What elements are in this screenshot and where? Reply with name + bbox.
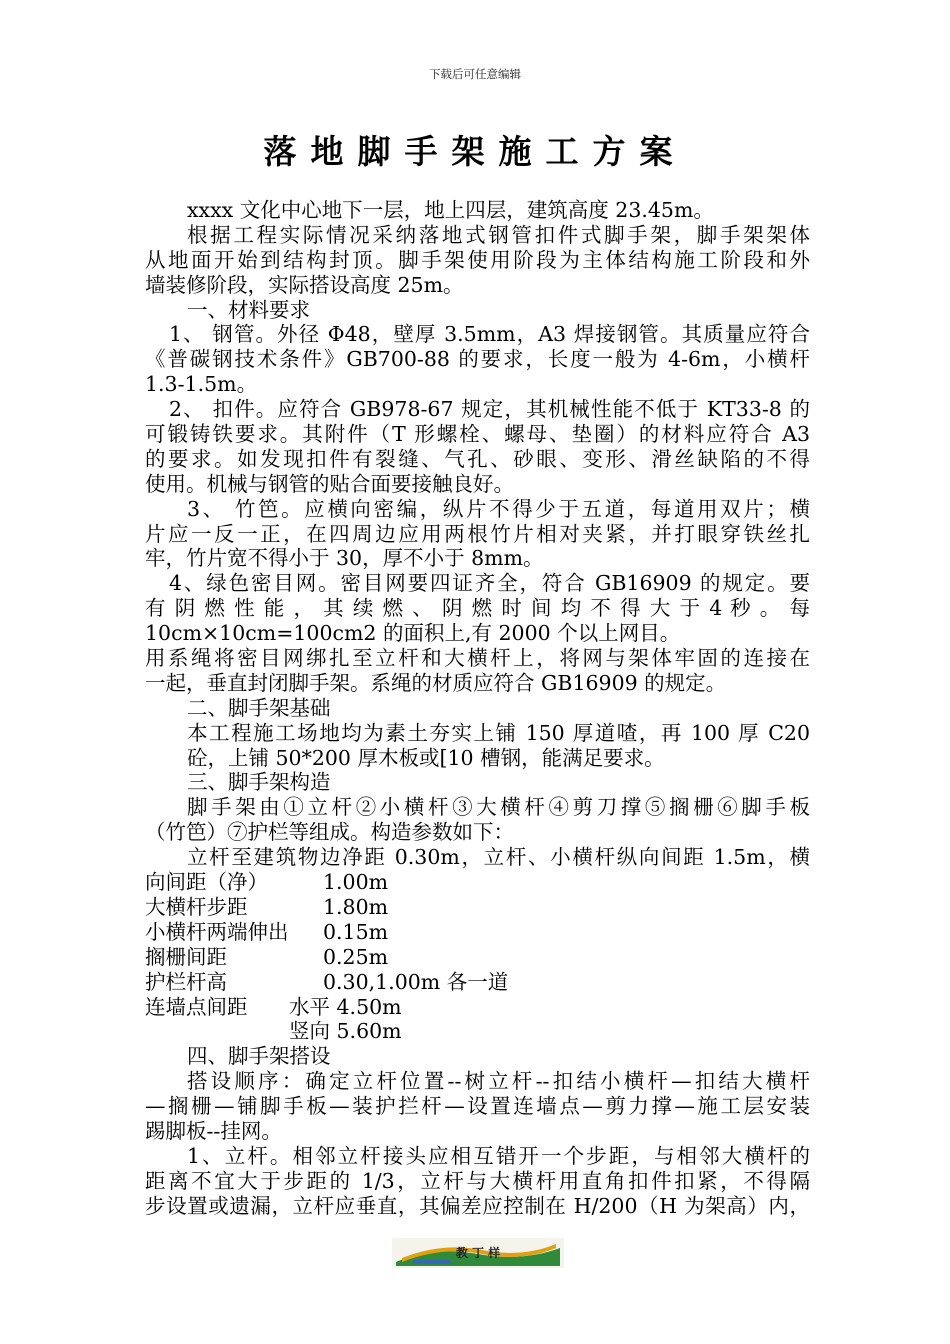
param-row	[145, 995, 810, 1020]
paragraph-line: 的要求。如发现扣件有裂缝、气孔、砂眼、变形、滑丝缺陷的不得	[145, 446, 810, 471]
param-row	[145, 895, 810, 920]
param-row	[145, 870, 810, 895]
param-row	[145, 1019, 810, 1044]
paragraph-line: 牢，竹片宽不得小于 30，厚不小于 8mm。	[145, 546, 544, 571]
section-heading: 三、脚手架构造	[187, 770, 331, 795]
section-heading: 一、材料要求	[187, 297, 310, 322]
paragraph-line: 有 阴 燃 性 能 ， 其 续 燃 、 阴 燃 时 间 均 不 得 大 于 4 秒 。 每	[145, 596, 810, 621]
paragraph-line: 根据工程实际情况采纳落地式钢管扣件式脚手架，脚手架架体	[187, 222, 810, 247]
param-label: 连墙点间距	[145, 994, 248, 1019]
paragraph-line: 《普碳钢技术条件》GB700-88 的要求，长度一般为 4-6m，小横杆	[145, 347, 810, 372]
footer-logo	[392, 1238, 564, 1268]
paragraph-line: 步设置或遗漏，立杆应垂直，其偏差应控制在 H/200（H 为架高）内，	[145, 1193, 810, 1218]
param-label: 向间距（净）	[145, 870, 268, 895]
logo-text: 教 丁 样	[455, 1246, 501, 1260]
header-note: 下载后可任意编辑	[429, 67, 521, 81]
paragraph-line: 可锻铸铁要求。其附件（T 形螺栓、螺母、垫圈）的材料应符合 A3	[145, 422, 810, 447]
paragraph-line: 脚手架由①立杆②小横杆③大横杆④剪刀撑⑤搁栅⑥脚手板	[187, 795, 810, 820]
paragraph-line: 踢脚板--挂网。	[145, 1118, 282, 1143]
paragraph-line: 立杆至建筑物边净距 0.30m，立杆、小横杆纵向间距 1.5m，横	[187, 845, 810, 870]
paragraph-line: 从地面开始到结构封顶。脚手架使用阶段为主体结构施工阶段和外	[145, 247, 810, 272]
paragraph-line: 搭设顺序：确定立杆位置--树立杆--扣结小横杆—扣结大横杆	[187, 1069, 810, 1094]
param-row	[145, 945, 810, 970]
paragraph-line: 墙装修阶段，实际搭设高度 25m。	[145, 272, 464, 297]
paragraph-line: 4、绿色密目网。密目网要四证齐全，符合 GB16909 的规定。要	[169, 571, 810, 596]
paragraph-line: （竹笆）⑦护栏等组成。构造参数如下：	[145, 820, 514, 845]
param-value: 1.00m	[323, 870, 389, 895]
param-value: 竖向 5.60m	[289, 1019, 402, 1044]
page-title: 落地脚手架施工方案	[263, 132, 687, 171]
param-value: 1.80m	[323, 894, 389, 919]
param-row	[145, 920, 810, 945]
paragraph-line: 1.3-1.5m。	[145, 372, 258, 397]
param-value: 水平 4.50m	[289, 994, 402, 1019]
paragraph-line: —搁栅—铺脚手板—装护拦杆—设置连墙点—剪力撑—施工层安装	[145, 1094, 810, 1119]
logo-blue-mark	[412, 1260, 452, 1264]
document-body	[145, 198, 810, 1219]
param-value: 0.25m	[323, 944, 389, 969]
param-label: 小横杆两端伸出	[145, 919, 289, 944]
paragraph-line: 使用。机械与钢管的贴合面要接触良好。	[145, 471, 514, 496]
paragraph-line: xxxx 文化中心地下一层，地上四层，建筑高度 23.45m。	[187, 198, 714, 222]
param-label: 护栏杆高	[145, 969, 227, 994]
param-row	[145, 970, 810, 995]
param-value: 0.30,1.00m 各一道	[323, 969, 509, 994]
section-heading: 四、脚手架搭设	[187, 1044, 331, 1069]
param-value: 0.15m	[323, 919, 389, 944]
paragraph-line: 本工程施工场地均为素土夯实上铺 150 厚道喳，再 100 厚 C20	[187, 720, 810, 745]
paragraph-line: 10cm×10cm=100cm2 的面积上,有 2000 个以上网目。	[145, 621, 681, 646]
paragraph-line: 1、立杆。相邻立杆接头应相互错开一个步距，与相邻大横杆的	[187, 1143, 810, 1168]
paragraph-line: 3、 竹笆。应横向密编，纵片不得少于五道，每道用双片；横	[187, 496, 810, 521]
param-label: 大横杆步距	[145, 894, 248, 919]
param-label: 搁栅间距	[145, 944, 227, 969]
paragraph-line: 砼，上铺 50*200 厚木板或[10 槽钢，能满足要求。	[187, 745, 665, 770]
paragraph-line: 距离不宜大于步距的 1/3，立杆与大横杆用直角扣件扣紧，不得隔	[145, 1168, 810, 1193]
paragraph-line: 用系绳将密目网绑扎至立杆和大横杆上，将网与架体牢固的连接在	[145, 646, 810, 671]
paragraph-line: 2、 扣件。应符合 GB978-67 规定，其机械性能不低于 KT33-8 的	[169, 397, 810, 422]
paragraph-line: 片应一反一正，在四周边应用两根竹片相对夹紧，并打眼穿铁丝扎	[145, 521, 810, 546]
paragraph-line: 一起，垂直封闭脚手架。系绳的材质应符合 GB16909 的规定。	[145, 670, 727, 695]
section-heading: 二、脚手架基础	[187, 695, 331, 720]
paragraph-line: 1、 钢管。外径 Φ48，壁厚 3.5mm，A3 焊接钢管。其质量应符合	[169, 322, 810, 347]
